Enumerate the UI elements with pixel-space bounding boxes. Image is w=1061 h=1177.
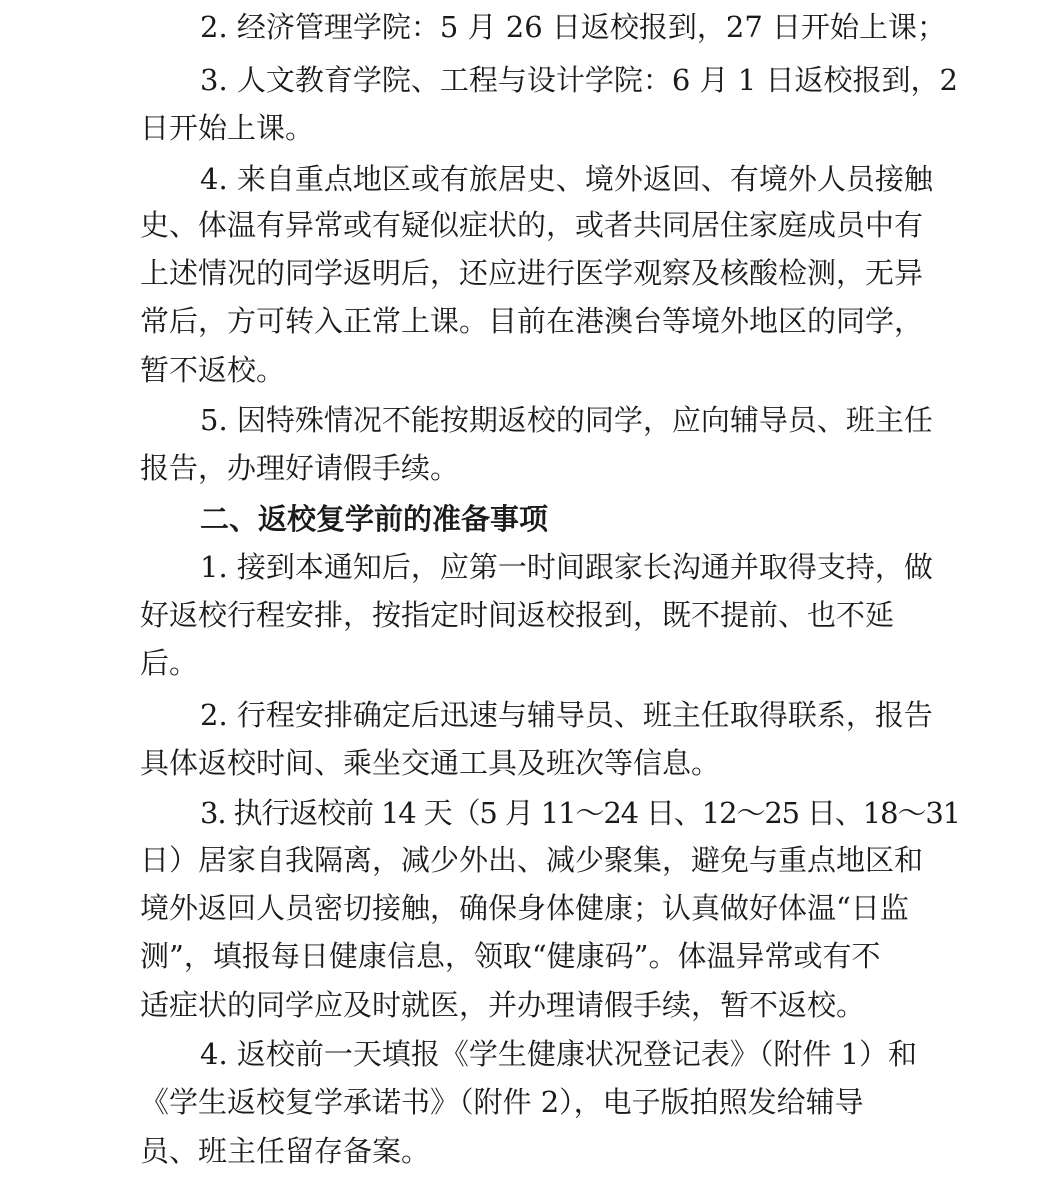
paragraph-line: 后。 — [140, 646, 199, 680]
paragraph-line: 具体返校时间、乘坐交通工具及班次等信息。 — [140, 746, 721, 780]
paragraph-line: 适症状的同学应及时就医，并办理请假手续，暂不返校。 — [140, 988, 866, 1022]
paragraph-line: 测”，填报每日健康信息，领取“健康码”。体温异常或有不 — [140, 939, 881, 973]
paragraph-line: 2. 经济管理学院：5 月 26 日返校报到，27 日开始上课； — [200, 10, 947, 44]
paragraph-line: 常后，方可转入正常上课。目前在港澳台等境外地区的同学， — [140, 304, 924, 338]
section-heading: 二、返校复学前的准备事项 — [200, 502, 549, 536]
paragraph-line: 日）居家自我隔离，减少外出、减少聚集，避免与重点地区和 — [140, 843, 924, 877]
paragraph-line: 1. 接到本通知后，应第一时间跟家长沟通并取得支持，做 — [200, 550, 933, 584]
paragraph-line: 上述情况的同学返明后，还应进行医学观察及核酸检测，无异 — [140, 256, 924, 290]
paragraph-line: 境外返回人员密切接触，确保身体健康；认真做好体温“日监 — [140, 891, 909, 925]
paragraph-line: 报告，办理好请假手续。 — [140, 451, 460, 485]
paragraph-line: 3. 执行返校前 14 天（5 月 11～24 日、12～25 日、18～31 — [200, 796, 960, 830]
paragraph-line: 3. 人文教育学院、工程与设计学院：6 月 1 日返校报到，2 — [200, 63, 958, 97]
paragraph-line: 日开始上课。 — [140, 111, 315, 145]
paragraph-line: 4. 返校前一天填报《学生健康状况登记表》（附件 1）和 — [200, 1037, 918, 1071]
paragraph-line: 史、体温有异常或有疑似症状的，或者共同居住家庭成员中有 — [140, 208, 924, 242]
paragraph-line: 暂不返校。 — [140, 353, 286, 387]
paragraph-line: 好返校行程安排，按指定时间返校报到，既不提前、也不延 — [140, 598, 895, 632]
paragraph-line: 2. 行程安排确定后迅速与辅导员、班主任取得联系，报告 — [200, 698, 933, 732]
paragraph-line: 5. 因特殊情况不能按期返校的同学，应向辅导员、班主任 — [200, 403, 933, 437]
paragraph-line: 《学生返校复学承诺书》（附件 2），电子版拍照发给辅导 — [140, 1085, 864, 1119]
paragraph-line: 员、班主任留存备案。 — [140, 1134, 431, 1168]
paragraph-line: 4. 来自重点地区或有旅居史、境外返回、有境外人员接触 — [200, 162, 933, 196]
